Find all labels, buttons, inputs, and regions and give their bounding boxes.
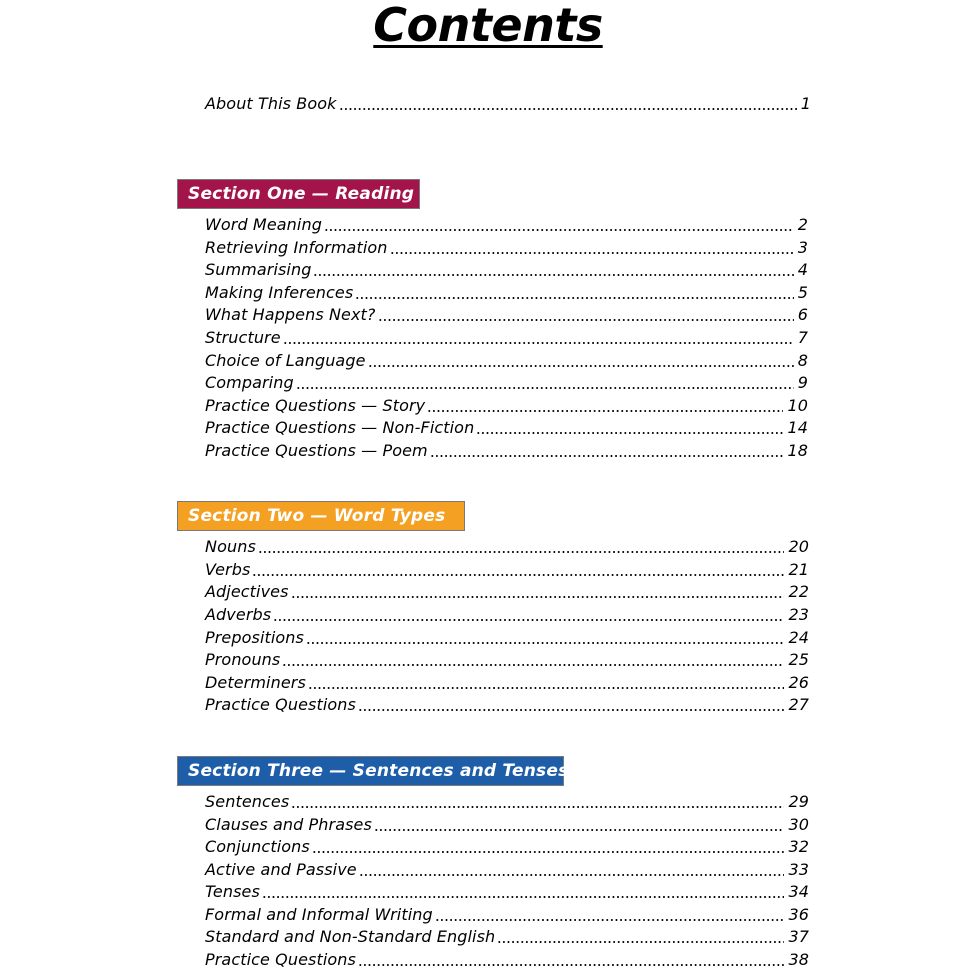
toc-entry[interactable] xyxy=(205,349,808,371)
page-title: Contents xyxy=(373,0,603,52)
toc-entry-label: Verbs xyxy=(205,560,251,579)
toc-entry[interactable] xyxy=(205,693,809,715)
toc-entry[interactable] xyxy=(205,326,808,348)
dot-leader xyxy=(283,342,794,344)
toc-entry-label: Pronouns xyxy=(205,650,281,669)
dot-leader xyxy=(358,964,784,966)
toc-entry-page: 33 xyxy=(788,860,809,879)
toc-entry-label: Making Inferences xyxy=(205,283,354,302)
section-three-heading: Section Three — Sentences and Tenses xyxy=(177,756,564,786)
toc-entry-label: About This Book xyxy=(205,94,337,113)
dot-leader xyxy=(308,687,785,689)
dot-leader xyxy=(252,574,784,576)
toc-entry[interactable] xyxy=(205,925,809,947)
toc-entry[interactable] xyxy=(205,903,809,925)
toc-entry[interactable] xyxy=(205,258,808,280)
toc-entry-label: Retrieving Information xyxy=(205,238,388,257)
toc-entry-label: Comparing xyxy=(205,373,294,392)
toc-entry-page: 20 xyxy=(788,537,809,556)
dot-leader xyxy=(306,642,784,644)
dot-leader xyxy=(359,874,785,876)
toc-entry-page: 32 xyxy=(788,837,809,856)
dot-leader xyxy=(435,919,785,921)
toc-entry-page: 27 xyxy=(788,695,809,714)
toc-entry[interactable] xyxy=(205,558,809,580)
toc-entry-label: Choice of Language xyxy=(205,351,366,370)
toc-entry-page: 26 xyxy=(788,673,809,692)
toc-entry-page: 10 xyxy=(787,396,808,415)
toc-entry-label: Word Meaning xyxy=(205,215,322,234)
dot-leader xyxy=(339,108,797,110)
dot-leader xyxy=(258,551,785,553)
toc-entry-page: 34 xyxy=(788,882,809,901)
toc-entry-label: Conjunctions xyxy=(205,837,310,856)
dot-leader xyxy=(312,851,785,853)
toc-entry[interactable] xyxy=(205,439,808,461)
toc-entry-page: 18 xyxy=(787,441,808,460)
toc-entry[interactable] xyxy=(205,835,809,857)
toc-entry-label: What Happens Next? xyxy=(205,305,376,324)
dot-leader xyxy=(291,806,784,808)
dot-leader xyxy=(430,455,784,457)
toc-entry-page: 22 xyxy=(788,582,809,601)
toc-entry[interactable] xyxy=(205,213,808,235)
toc-entry[interactable] xyxy=(205,880,809,902)
section-two-heading: Section Two — Word Types xyxy=(177,501,465,531)
toc-entry-label: Sentences xyxy=(205,792,290,811)
toc-entry[interactable] xyxy=(205,948,809,970)
toc-entry-page: 37 xyxy=(788,927,809,946)
section-one-heading: Section One — Reading xyxy=(177,179,420,209)
dot-leader xyxy=(358,709,784,711)
toc-entry-page: 36 xyxy=(788,905,809,924)
dot-leader xyxy=(282,664,784,666)
dot-leader xyxy=(262,896,785,898)
dot-leader xyxy=(313,274,793,276)
dot-leader xyxy=(273,619,784,621)
toc-entry-label: Prepositions xyxy=(205,628,304,647)
toc-entry[interactable] xyxy=(205,858,809,880)
toc-entry-label: Nouns xyxy=(205,537,256,556)
dot-leader xyxy=(355,297,793,299)
dot-leader xyxy=(427,410,783,412)
dot-leader xyxy=(324,229,794,231)
toc-entry-page: 25 xyxy=(788,650,809,669)
toc-entry-label: Practice Questions xyxy=(205,695,356,714)
toc-entry-page: 8 xyxy=(797,351,808,370)
toc-entry[interactable] xyxy=(205,303,808,325)
toc-entry[interactable] xyxy=(205,535,809,557)
toc-entry-page: 9 xyxy=(797,373,808,392)
toc-entry-label: Formal and Informal Writing xyxy=(205,905,433,924)
dot-leader xyxy=(291,596,785,598)
toc-entry[interactable] xyxy=(205,626,809,648)
toc-entry-page: 29 xyxy=(788,792,809,811)
toc-entry-page: 23 xyxy=(788,605,809,624)
dot-leader xyxy=(374,829,784,831)
toc-entry-page: 7 xyxy=(797,328,808,347)
toc-entry-page: 5 xyxy=(797,283,808,302)
dot-leader xyxy=(296,387,794,389)
toc-entry-page: 21 xyxy=(788,560,809,579)
toc-entry[interactable] xyxy=(205,648,809,670)
dot-leader xyxy=(476,432,783,434)
toc-entry[interactable] xyxy=(205,580,809,602)
toc-entry-label: Adjectives xyxy=(205,582,289,601)
toc-entry[interactable] xyxy=(205,371,808,393)
dot-leader xyxy=(378,319,794,321)
toc-entry-about[interactable] xyxy=(205,92,811,114)
toc-entry[interactable] xyxy=(205,236,808,258)
toc-entry-label: Tenses xyxy=(205,882,260,901)
toc-entry[interactable] xyxy=(205,416,808,438)
toc-entry-label: Practice Questions — Poem xyxy=(205,441,428,460)
dot-leader xyxy=(368,365,794,367)
toc-entry-page: 2 xyxy=(797,215,808,234)
toc-entry-page: 38 xyxy=(788,950,809,969)
toc-entry-page: 6 xyxy=(797,305,808,324)
toc-entry[interactable] xyxy=(205,603,809,625)
toc-entry[interactable] xyxy=(205,671,809,693)
toc-entry-page: 3 xyxy=(797,238,808,257)
toc-entry-label: Clauses and Phrases xyxy=(205,815,372,834)
toc-entry-label: Summarising xyxy=(205,260,312,279)
toc-entry-label: Structure xyxy=(205,328,281,347)
toc-entry[interactable] xyxy=(205,281,808,303)
toc-entry-page: 4 xyxy=(797,260,808,279)
toc-entry[interactable] xyxy=(205,790,809,812)
toc-entry-label: Standard and Non-Standard English xyxy=(205,927,496,946)
dot-leader xyxy=(390,252,794,254)
toc-entry[interactable] xyxy=(205,394,808,416)
toc-entry-page: 1 xyxy=(800,94,811,113)
toc-entry-label: Adverbs xyxy=(205,605,272,624)
toc-entry-page: 24 xyxy=(788,628,809,647)
toc-entry-label: Practice Questions — Non-Fiction xyxy=(205,418,475,437)
dot-leader xyxy=(497,941,784,943)
toc-entry[interactable] xyxy=(205,813,809,835)
toc-entry-label: Practice Questions — Story xyxy=(205,396,426,415)
toc-entry-page: 30 xyxy=(788,815,809,834)
toc-entry-label: Active and Passive xyxy=(205,860,357,879)
toc-entry-label: Determiners xyxy=(205,673,306,692)
toc-entry-page: 14 xyxy=(787,418,808,437)
toc-entry-label: Practice Questions xyxy=(205,950,356,969)
